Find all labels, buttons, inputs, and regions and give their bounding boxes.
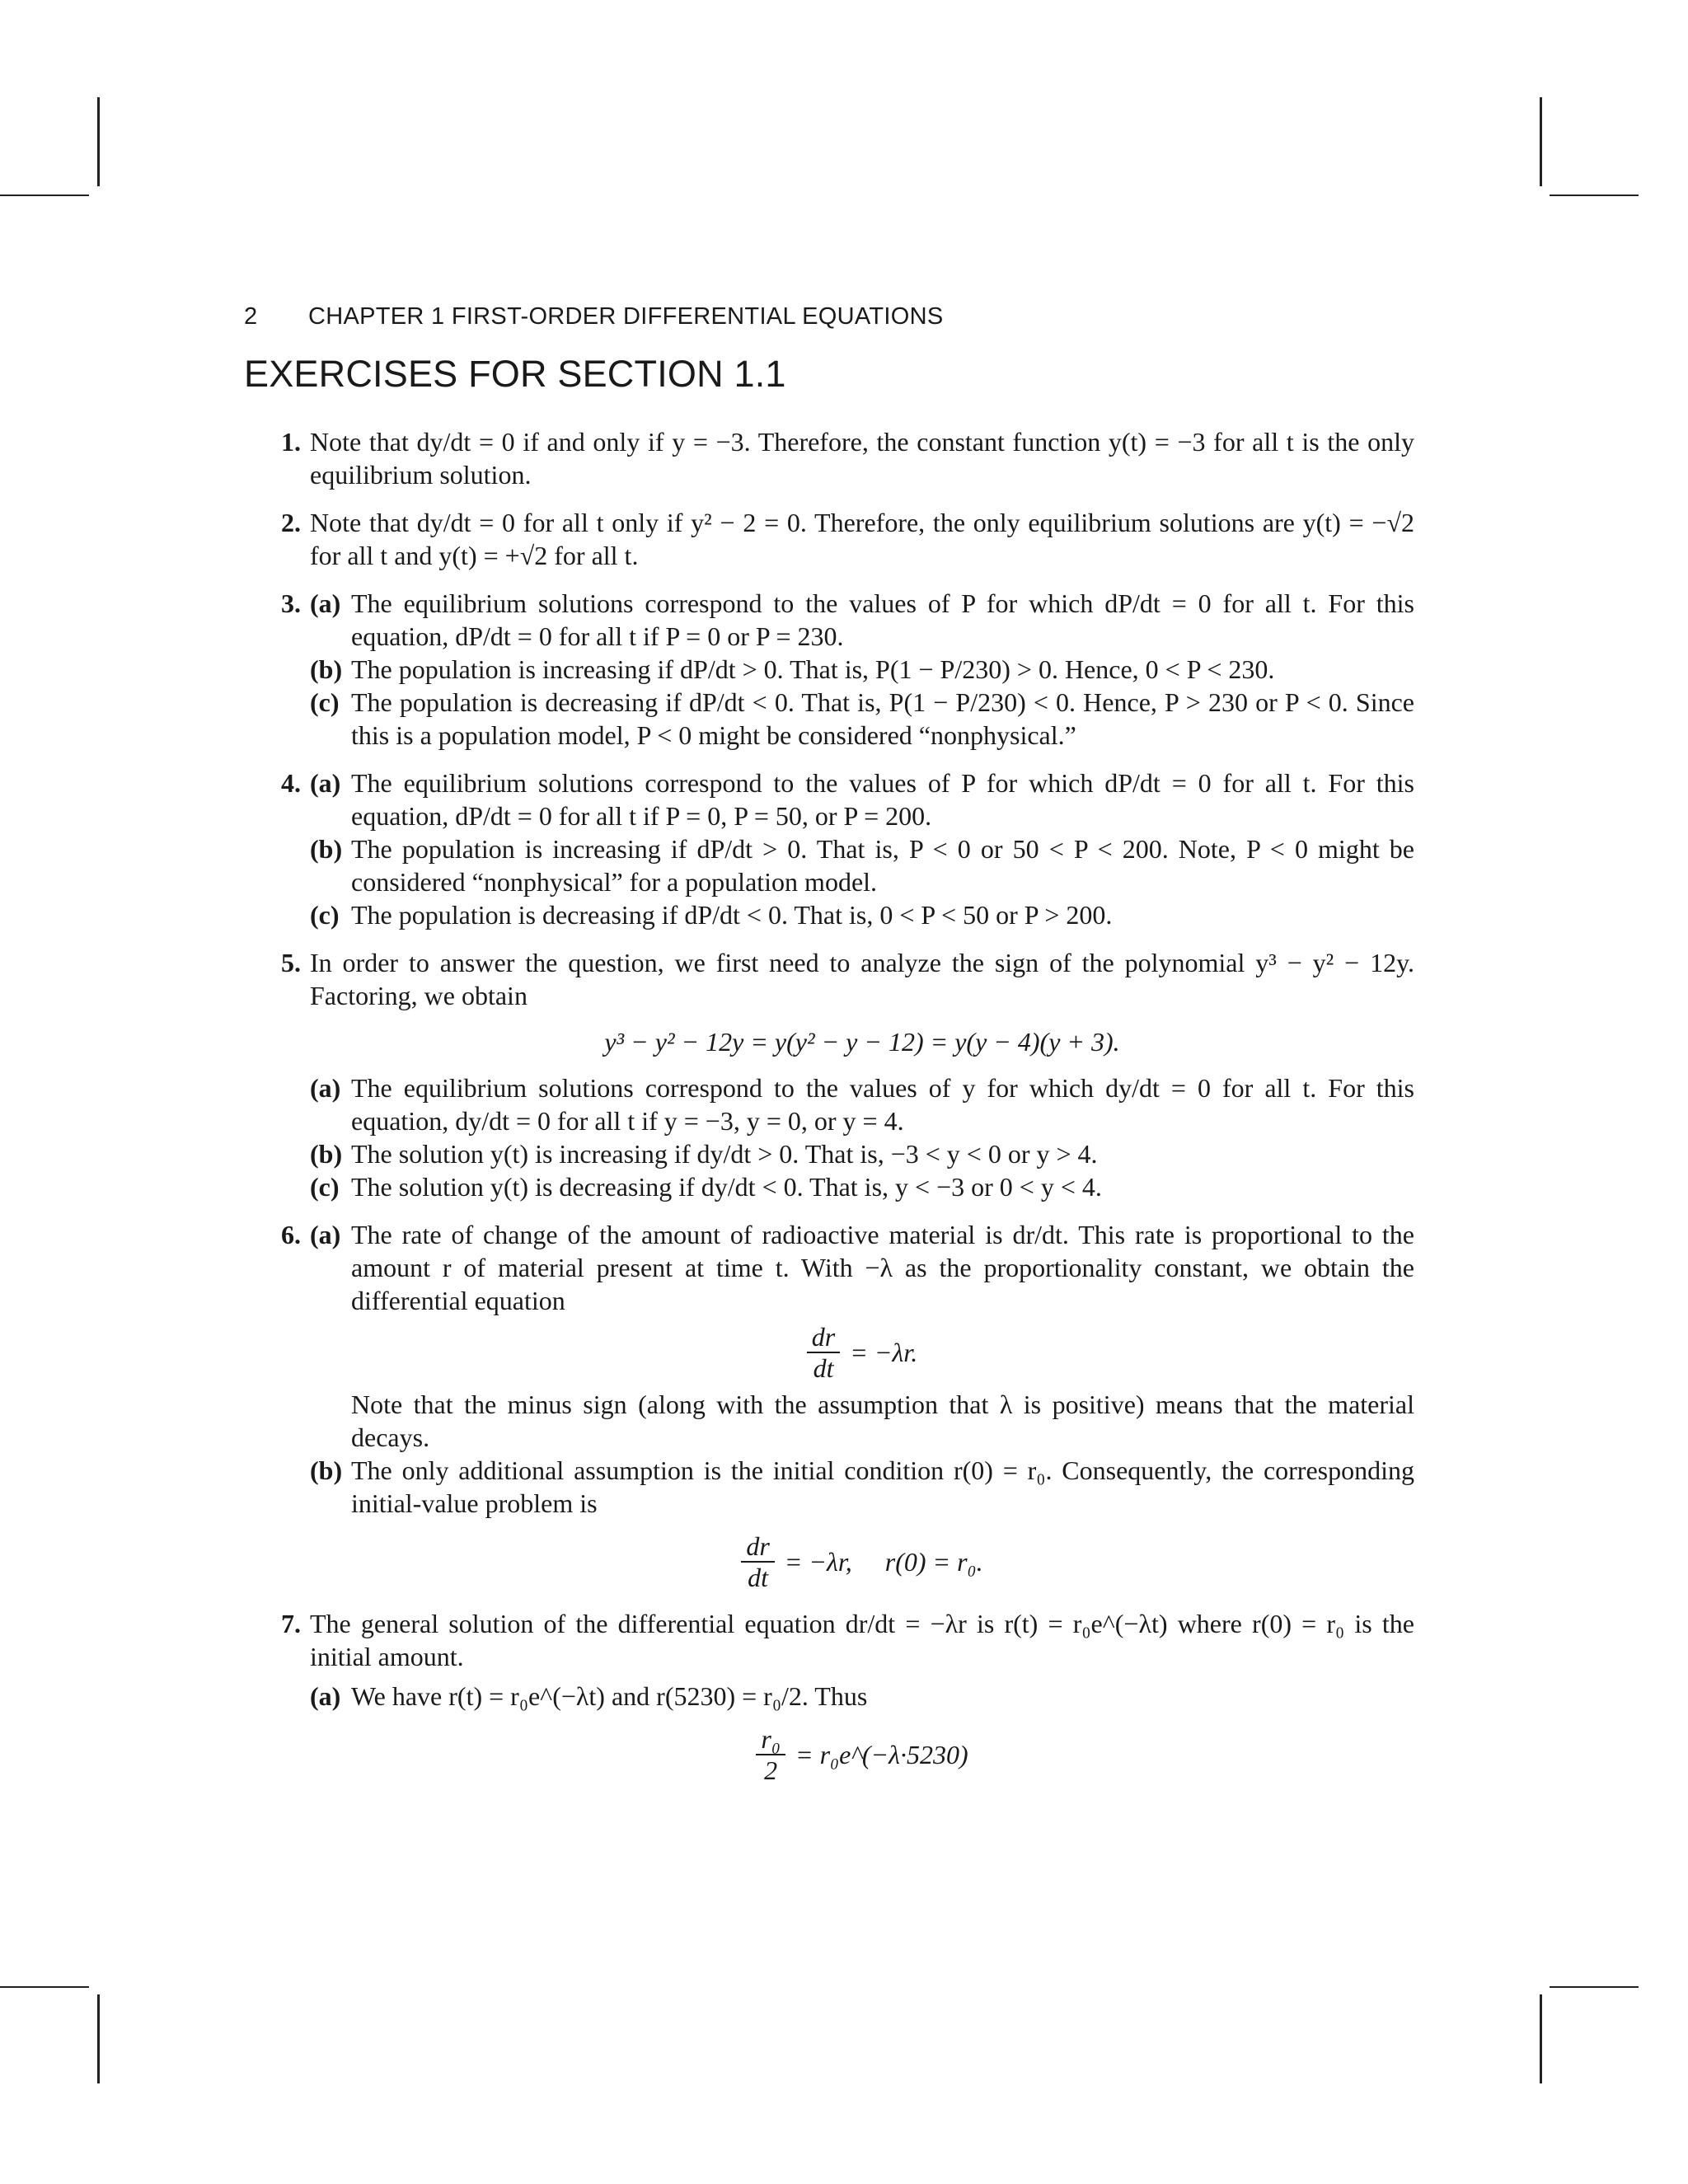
exercise-1 — [244, 425, 1414, 491]
exercise-text: Note that dy/dt = 0 if and only if y = −3. Therefore, the constant function y(t) = −3 for all t is the only equilibrium solution. — [310, 427, 1414, 490]
running-header — [244, 303, 944, 330]
exercise-2 — [244, 506, 1414, 572]
part-label: (a) — [310, 588, 341, 618]
part-text: The only additional assumption is the initial condition r(0) = r₀. Consequently, the corresponding initial-value problem is — [351, 1455, 1414, 1518]
part-label: (a) — [310, 768, 341, 798]
part-b — [310, 1137, 1414, 1170]
exercise-5 — [244, 946, 1414, 1203]
exercise-list — [244, 425, 1414, 1800]
part-b — [310, 653, 1414, 686]
fraction — [756, 1724, 785, 1785]
part-text: The population is increasing if dP/dt > 0. That is, P(1 − P/230) > 0. Hence, 0 < P < 230. — [351, 654, 1275, 684]
exercise-number: 5. — [281, 948, 301, 977]
page-number: 2 — [244, 303, 258, 330]
exercise-3 — [244, 587, 1414, 752]
exercise-6 — [244, 1218, 1414, 1592]
display-equation — [310, 1724, 1414, 1785]
fraction-denominator: 2 — [764, 1755, 778, 1785]
exercise-number: 1. — [281, 427, 301, 457]
part-label: (a) — [310, 1073, 341, 1103]
part-b — [310, 1454, 1414, 1520]
part-a — [310, 1218, 1414, 1317]
part-text: The equilibrium solutions correspond to the values of P for which dP/dt = 0 for all t. For this equation, dP/dt = 0 for all t if P = 0 or P = 230. — [351, 588, 1414, 651]
part-c — [310, 686, 1414, 752]
fraction-numerator: r₀ — [756, 1724, 785, 1755]
part-note: Note that the minus sign (along with the assumption that λ is positive) means that the material decays. — [351, 1390, 1414, 1452]
display-equation — [310, 1531, 1414, 1592]
part-text: The equilibrium solutions correspond to the values of y for which dy/dt = 0 for all t. For this equation, dy/dt = 0 for all t if y = −3, y = 0, or y = 4. — [351, 1073, 1414, 1136]
part-label: (a) — [310, 1681, 341, 1711]
fraction-denominator: dt — [748, 1563, 768, 1592]
part-text: The rate of change of the amount of radioactive material is dr/dt. This rate is proportional to the amount r of material present at time t. With −λ as the proportionality constant, we obtain the differential equation — [351, 1220, 1414, 1315]
part-label: (c) — [310, 1172, 340, 1202]
exercise-text: Note that dy/dt = 0 for all t only if y² − 2 = 0. Therefore, the only equilibrium solutions are y(t) = −√2 for all t and y(t) = +√2 for all t. — [310, 508, 1414, 570]
part-label: (b) — [310, 654, 343, 684]
exercise-text: The general solution of the differential equation dr/dt = −λr is r(t) = r₀e^(−λt) where r(0) = r₀ is the initial amount. — [310, 1609, 1414, 1671]
part-label: (a) — [310, 1220, 341, 1249]
fraction — [741, 1531, 774, 1592]
part-text: The population is increasing if dP/dt > 0. That is, P < 0 or 50 < P < 200. Note, P < 0 might be considered “nonphysical” for a population model. — [351, 834, 1414, 897]
part-text: The equilibrium solutions correspond to the values of P for which dP/dt = 0 for all t. For this equation, dP/dt = 0 for all t if P = 0, P = 50, or P = 200. — [351, 768, 1414, 831]
part-a — [310, 1680, 1414, 1713]
fraction — [807, 1322, 840, 1383]
part-text: The population is decreasing if dP/dt < 0. That is, P(1 − P/230) < 0. Hence, P > 230 or P < 0. Since this is a population model, P < 0 might be considered “nonphysical.” — [351, 687, 1414, 750]
part-text: The solution y(t) is increasing if dy/dt > 0. That is, −3 < y < 0 or y > 4. — [351, 1139, 1098, 1169]
exercise-7 — [244, 1607, 1414, 1785]
part-label: (c) — [310, 900, 340, 930]
section-title: EXERCISES FOR SECTION 1.1 — [244, 353, 786, 395]
equation-rhs: = −λr, r(0) = r₀. — [784, 1547, 983, 1577]
part-label: (b) — [310, 1139, 343, 1169]
part-c — [310, 898, 1414, 931]
display-equation — [310, 1322, 1414, 1383]
fraction-numerator: dr — [807, 1322, 840, 1353]
part-label: (c) — [310, 687, 340, 717]
display-equation: y³ − y² − 12y = y(y² − y − 12) = y(y − 4)(y + 3). — [604, 1027, 1120, 1057]
exercise-number: 3. — [281, 588, 301, 618]
part-c — [310, 1170, 1414, 1203]
exercise-number: 7. — [281, 1609, 301, 1638]
exercise-number: 2. — [281, 508, 301, 537]
running-title: CHAPTER 1 FIRST-ORDER DIFFERENTIAL EQUATIONS — [308, 303, 944, 330]
part-a — [310, 1071, 1414, 1137]
equation-rhs: = r₀e^(−λ·5230) — [795, 1740, 968, 1769]
part-a — [310, 587, 1414, 653]
fraction-numerator: dr — [741, 1531, 774, 1563]
part-text: The population is decreasing if dP/dt < 0. That is, 0 < P < 50 or P > 200. — [351, 900, 1113, 930]
exercise-4 — [244, 766, 1414, 931]
part-text: The solution y(t) is decreasing if dy/dt < 0. That is, y < −3 or 0 < y < 4. — [351, 1172, 1102, 1202]
part-b — [310, 832, 1414, 898]
exercise-text: In order to answer the question, we first need to analyze the sign of the polynomial y³ − y² − 12y. Factoring, we obtain — [310, 948, 1414, 1010]
part-a — [310, 766, 1414, 832]
exercise-number: 4. — [281, 768, 301, 798]
fraction-denominator: dt — [813, 1353, 834, 1383]
part-text: We have r(t) = r₀e^(−λt) and r(5230) = r₀/2. Thus — [351, 1681, 868, 1711]
part-label: (b) — [310, 834, 343, 864]
exercise-number: 6. — [281, 1220, 301, 1249]
part-label: (b) — [310, 1455, 343, 1485]
equation-rhs: = −λr. — [850, 1338, 918, 1367]
